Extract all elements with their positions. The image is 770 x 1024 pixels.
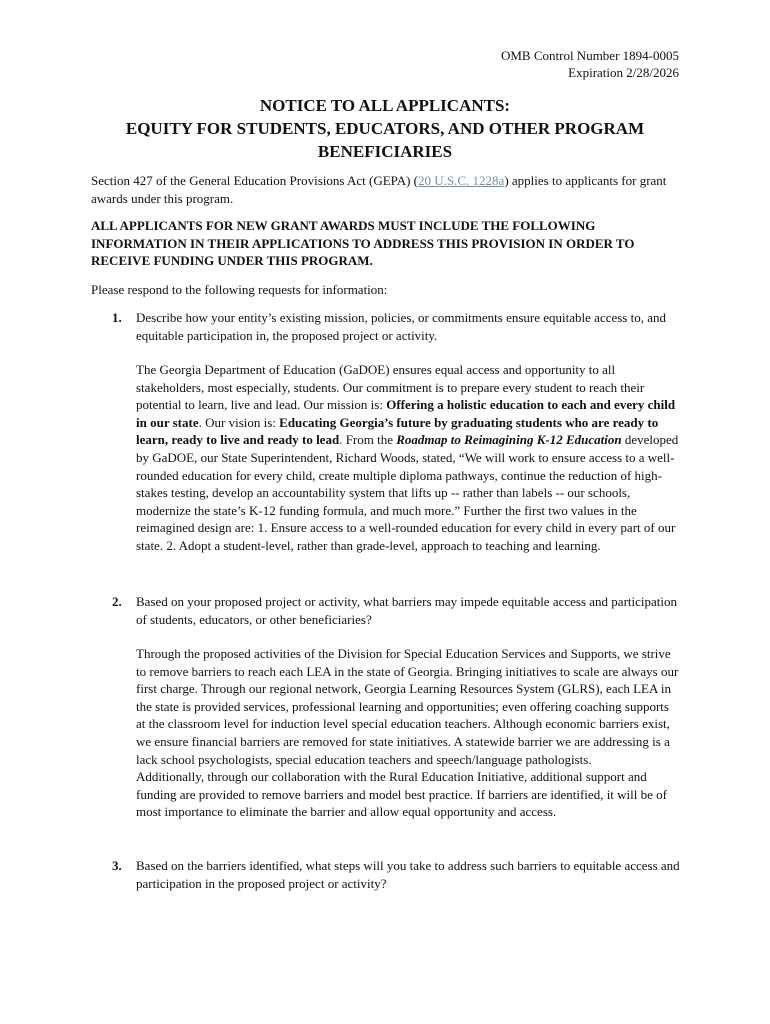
answer-1-paragraph bbox=[136, 361, 681, 555]
expiration-date: Expiration 2/28/2026 bbox=[568, 65, 679, 80]
question-2 bbox=[91, 593, 681, 628]
answer-2-paragraph-2: Additionally, through our collaboration with the Rural Education Initiative, additional support and funding are provided to remove barriers and model best practice. If barriers are identified, it will be of most importance to eliminate the barrier and allow equal opportunity and access. bbox=[136, 769, 667, 820]
question-3 bbox=[91, 857, 681, 892]
requirement-notice: ALL APPLICANTS FOR NEW GRANT AWARDS MUST INCLUDE THE FOLLOWING INFORMATION IN THEIR APPLICATIONS TO ADDRESS THIS PROVISION IN ORDER TO RECEIVE FUNDING UNDER THIS PROGRAM. bbox=[91, 218, 635, 269]
mission-statement: Offering a holistic education to each and every child in our state bbox=[136, 397, 676, 430]
question-text: Describe how your entity’s existing mission, policies, or commitments ensure equitable access to, and equitable participation in, the proposed project or activity. bbox=[136, 310, 666, 343]
question-number: 1. bbox=[112, 310, 122, 325]
answer-1-text: The Georgia Department of Education (GaDOE) ensures equal access and opportunity to all stakeholders, most especially, students. Our commitment is to prepare every student to reach their potential to learn, live and lead. Our mission is: bbox=[136, 362, 645, 413]
page-title bbox=[0, 94, 770, 163]
omb-header bbox=[501, 47, 679, 81]
answer-1-text: . Our vision is: bbox=[198, 414, 280, 430]
omb-control-number: OMB Control Number 1894-0005 bbox=[500, 48, 679, 63]
vision-statement: Educating Georgia’s future by graduating students who are ready to learn, ready to live and ready to lead bbox=[136, 414, 659, 448]
roadmap-title: Roadmap to Reimagining K-12 Education bbox=[396, 432, 622, 448]
title-line-2: EQUITY FOR STUDENTS, EDUCATORS, AND OTHER PROGRAM bbox=[125, 119, 645, 138]
question-number: 2. bbox=[112, 594, 122, 609]
intro-text-before: Section 427 of the General Education Provisions Act (GEPA) ( bbox=[91, 173, 418, 188]
intro-text-after: ) applies to applicants for grant awards under this program. bbox=[91, 173, 667, 206]
question-number: 3. bbox=[112, 858, 122, 873]
intro-paragraph bbox=[91, 172, 681, 207]
answer-2-paragraph-1: Through the proposed activities of the Division for Special Education Services and Supports, we strive to remove barriers to reach each LEA in the state of Georgia. Bringing initiatives to scale are always our first charge. Through our regional network, Georgia Learning Resources System (GLRS), each LEA in the state is provided services, professional learning and opportunities; even offering coaching supports at the classroom level for induction level special education teachers. Although economic barriers exist, we ensure financial barriers are removed for state initiatives. A statewide barrier we are addressing is a lack school psychologists, special education teachers and speech/language pathologists. bbox=[136, 646, 679, 767]
question-1 bbox=[91, 309, 681, 344]
answer-2 bbox=[136, 645, 681, 821]
title-line-3: BENEFICIARIES bbox=[317, 142, 453, 161]
answer-1 bbox=[136, 361, 681, 555]
title-line-1: NOTICE TO ALL APPLICANTS: bbox=[259, 96, 511, 115]
question-text: Based on the barriers identified, what steps will you take to address such barriers to equitable access and participation in the proposed project or activity? bbox=[136, 858, 680, 891]
usc-link[interactable]: 20 U.S.C. 1228a bbox=[418, 173, 505, 188]
question-text: Based on your proposed project or activity, what barriers may impede equitable access and participation of students, educators, or other beneficiaries? bbox=[136, 594, 677, 627]
answer-1-text: . From the bbox=[339, 432, 397, 448]
prompt-text: Please respond to the following requests for information: bbox=[91, 282, 388, 297]
answer-1-text: developed by GaDOE, our State Superintendent, Richard Woods, stated, “We will work to ensure access to a well-rounded education for every child, create multiple diploma pathways, continue the reduction of high-stakes testing, develop an accountability system that lifts up -- rather than labels -- our schools, modernize the state’s K-12 funding formula, and much more.” Further the first two values in the reimagined design are: 1. Ensure access to a well-rounded education for every child in every part of our state. 2. Adopt a student-level, rather than grade-level, approach to teaching and learning. bbox=[136, 432, 679, 553]
